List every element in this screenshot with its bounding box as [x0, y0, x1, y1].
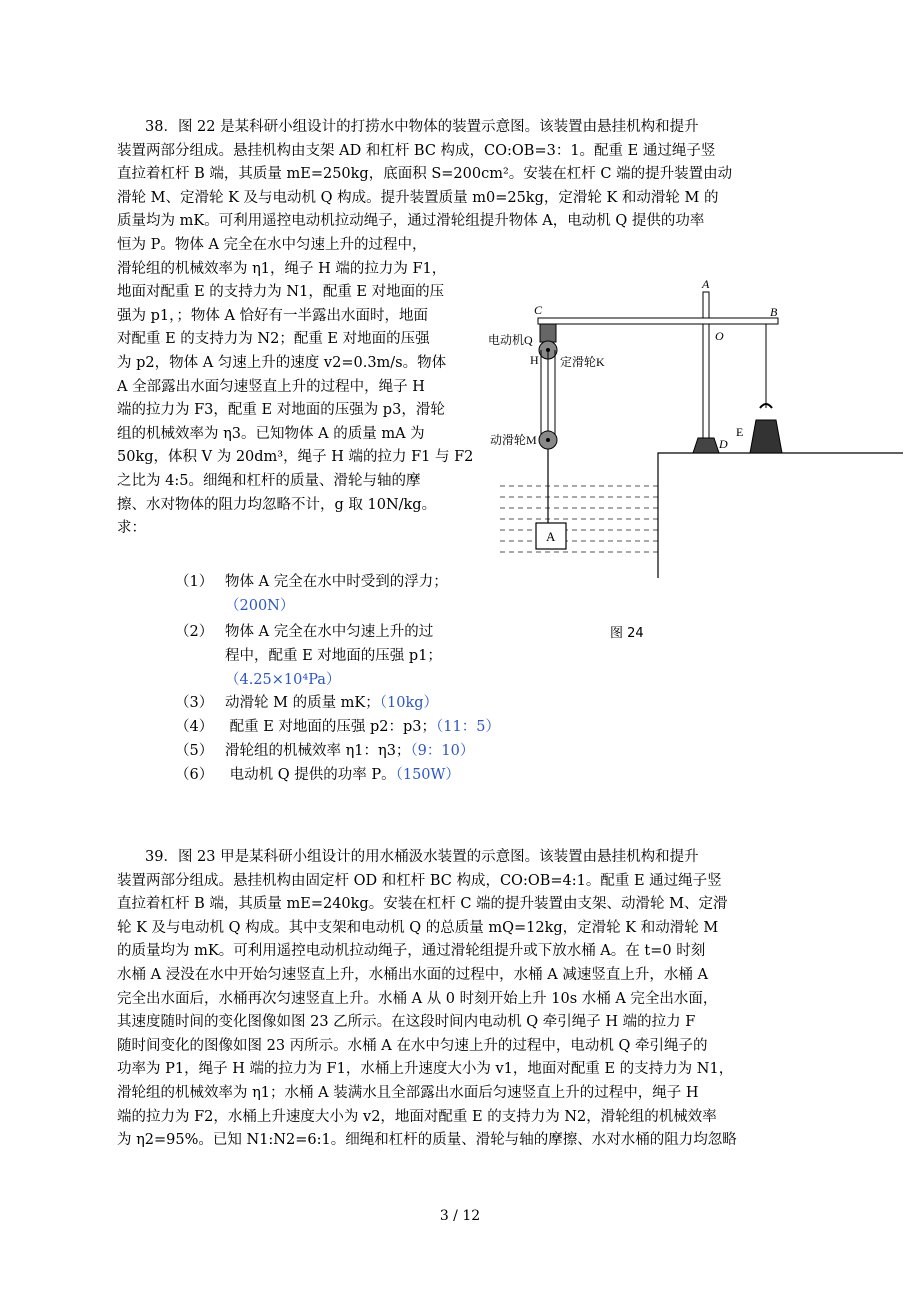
label-a: A	[702, 278, 710, 291]
q39-line: 的质量均为 mK。可利用遥控电动机拉动绳子，通过滑轮组提升或下放水桶 A。在 t=0 时刻	[117, 943, 706, 960]
sub-question-text: 物体 A 完全在水中时受到的浮力；	[225, 574, 448, 590]
q38-line: 擦、水对物体的阻力均忽略不计，g 取 10N/kg。	[117, 496, 437, 513]
motor-q	[540, 324, 556, 342]
q39-line: 功率为 P1，绳子 H 端的拉力为 F1，水桶上升速度大小为 v1，地面对配重 E 的支持力为 N1，	[117, 1061, 734, 1078]
q38-line: 滑轮组的机械效率为 η1，绳子 H 端的拉力为 F1，	[117, 260, 447, 277]
q38-line: A 全部露出水面匀速竖直上升的过程中，绳子 H	[117, 378, 425, 395]
sub-question-text: 滑轮组的机械效率 η1：η3；	[225, 743, 411, 759]
sub-question-text: 电动机 Q 提供的功率 P。	[225, 767, 396, 783]
q38-line: 为 p2，物体 A 匀速上升的速度 v2=0.3m/s。物体	[117, 354, 447, 371]
sub-question-answer: （150W）	[395, 767, 460, 783]
sub-question-text-cont: 程中，配重 E 对地面的压强 p1；	[225, 648, 442, 664]
page-number: 3 / 12	[439, 1208, 481, 1224]
q39-line: 端的拉力为 F2，水桶上升速度大小为 v2，地面对配重 E 的支持力为 N2，滑轮组的机械效率	[117, 1108, 717, 1125]
sub-question-5	[175, 739, 474, 763]
label-fixed-pulley: 定滑轮K	[560, 355, 605, 369]
support-ad	[703, 292, 709, 438]
label-o: O	[715, 329, 724, 343]
q38-line: 对配重 E 的支持力为 N2；配重 E 对地面的压强	[117, 331, 430, 348]
q38-line: 恒为 P。物体 A 完全在水中匀速上升的过程中，	[117, 236, 427, 253]
label-moving-pulley: 动滑轮M	[490, 433, 537, 447]
q39-line: 其速度随时间的变化图像如图 23 乙所示。在这段时间内电动机 Q 牵引绳子 H 端的拉力 F	[117, 1014, 696, 1031]
sub-question-number: （2）	[175, 624, 214, 640]
sub-question-number: （5）	[175, 743, 214, 759]
q38-line: 之比为 4:5。细绳和杠杆的质量、滑轮与轴的摩	[117, 472, 421, 489]
sub-question-number: （4）	[175, 719, 214, 735]
sub-question-text: 动滑轮 M 的质量 mK；	[225, 695, 380, 711]
sub-question-number: （3）	[175, 695, 214, 711]
q38-line: 滑轮 M、定滑轮 K 及与电动机 Q 构成。提升装置质量 m0=25kg，定滑轮 K 和动滑轮 M 的	[117, 189, 719, 206]
label-c: C	[534, 303, 543, 317]
sub-question-text: 配重 E 对地面的压强 p2：p3；	[225, 719, 437, 735]
sub-question-text: 物体 A 完全在水中匀速上升的过	[225, 624, 434, 640]
sub-question-6	[175, 763, 460, 787]
q39-line: 直拉着杠杆 B 端，其质量 mE=240kg。安装在杠杆 C 端的提升装置由支架、动滑轮 M、定滑	[117, 896, 728, 913]
q38-line: 50kg，体积 V 为 20dm³，绳子 H 端的拉力 F1 与 F2	[117, 449, 474, 466]
sub-question-number: （6）	[175, 767, 214, 783]
label-object: A	[546, 529, 556, 544]
q38-line: 组的机械效率为 η3。已知物体 A 的质量 mA 为	[117, 425, 425, 442]
label-e: E	[736, 425, 744, 439]
q39-line: 装置两部分组成。悬挂机构由固定杆 OD 和杠杆 BC 构成，CO:OB=4:1。配重 E 通过绳子竖	[117, 872, 722, 889]
q38-line: 质量均为 mK。可利用遥控电动机拉动绳子，通过滑轮组提升物体 A，电动机 Q 提供的功率	[117, 213, 705, 230]
q39-line: 39．图 23 甲是某科研小组设计的用水桶汲水装置的示意图。该装置由悬挂机构和提升	[145, 849, 699, 865]
label-b: B	[770, 305, 778, 319]
label-motor: 电动机Q	[488, 333, 533, 347]
sub-question-answer: （11：5）	[436, 719, 500, 735]
q39-line: 水桶 A 浸没在水中开始匀速竖直上升，水桶出水面的过程中，水桶 A 减速竖直上升，水桶 A	[117, 966, 708, 983]
q39-line: 滑轮组的机械效率为 η1；水桶 A 装满水且全部露出水面后匀速竖直上升的过程中，绳子 H	[117, 1084, 699, 1101]
q38-line: 端的拉力为 F3，配重 E 对地面的压强为 p3，滑轮	[117, 402, 445, 419]
q38-line: 装置两部分组成。悬挂机构由支架 AD 和杠杆 BC 构成，CO:OB=3：1。配重 E 通过绳子竖	[117, 142, 716, 159]
sub-question-1	[175, 570, 448, 618]
sub-question-number: （1）	[175, 574, 214, 590]
sub-question-2	[175, 620, 442, 692]
figure-caption: 图 24	[610, 626, 644, 641]
weight-e	[750, 420, 782, 453]
sub-question-answer: （4.25×10⁴Pa）	[225, 672, 341, 688]
ground-bank	[658, 453, 903, 578]
q38-line: 地面对配重 E 的支持力为 N1，配重 E 对地面的压	[117, 284, 445, 301]
q39-line: 随时间变化的图像如图 23 丙所示。水桶 A 在水中匀速上升的过程中，电动机 Q 牵引绳子的	[117, 1037, 708, 1054]
water-surface	[500, 486, 658, 552]
q38-line: 38．图 22 是某科研小组设计的打捞水中物体的装置示意图。该装置由悬挂机构和提升	[145, 119, 699, 135]
support-base	[693, 438, 719, 453]
lever-pulley-diagram	[488, 278, 908, 598]
lever-bc	[538, 318, 778, 324]
q39-line: 为 η2=95%。已知 N1:N2=6:1。细绳和杠杆的质量、滑轮与轴的摩擦、水对水桶的阻力均忽略	[117, 1132, 737, 1149]
question-39	[117, 846, 737, 1153]
label-d: D	[719, 437, 728, 451]
sub-question-4	[175, 715, 500, 739]
sub-question-answer: （9：10）	[410, 743, 475, 759]
q39-line: 完全出水面后，水桶再次匀速竖直上升。水桶 A 从 0 时刻开始上升 10s 水桶 A 完全出水面，	[117, 990, 718, 1007]
sub-question-answer: （10kg）	[379, 695, 439, 711]
sub-question-3	[175, 691, 438, 715]
q39-line: 轮 K 及与电动机 Q 构成。其中支架和电动机 Q 的总质量 mQ=12kg，定滑轮 K 和动滑轮 M	[117, 919, 719, 936]
q38-line: 直拉着杠杆 B 端，其质量 mE=250kg，底面积 S=200cm²。安装在杠杆 C 端的提升装置由动	[117, 166, 733, 183]
q38-line: 强为 p1，；物体 A 恰好有一半露出水面时，地面	[117, 307, 429, 324]
q38-line: 求：	[117, 520, 146, 537]
sub-question-answer: （200N）	[225, 598, 295, 614]
label-h: H	[530, 353, 539, 367]
